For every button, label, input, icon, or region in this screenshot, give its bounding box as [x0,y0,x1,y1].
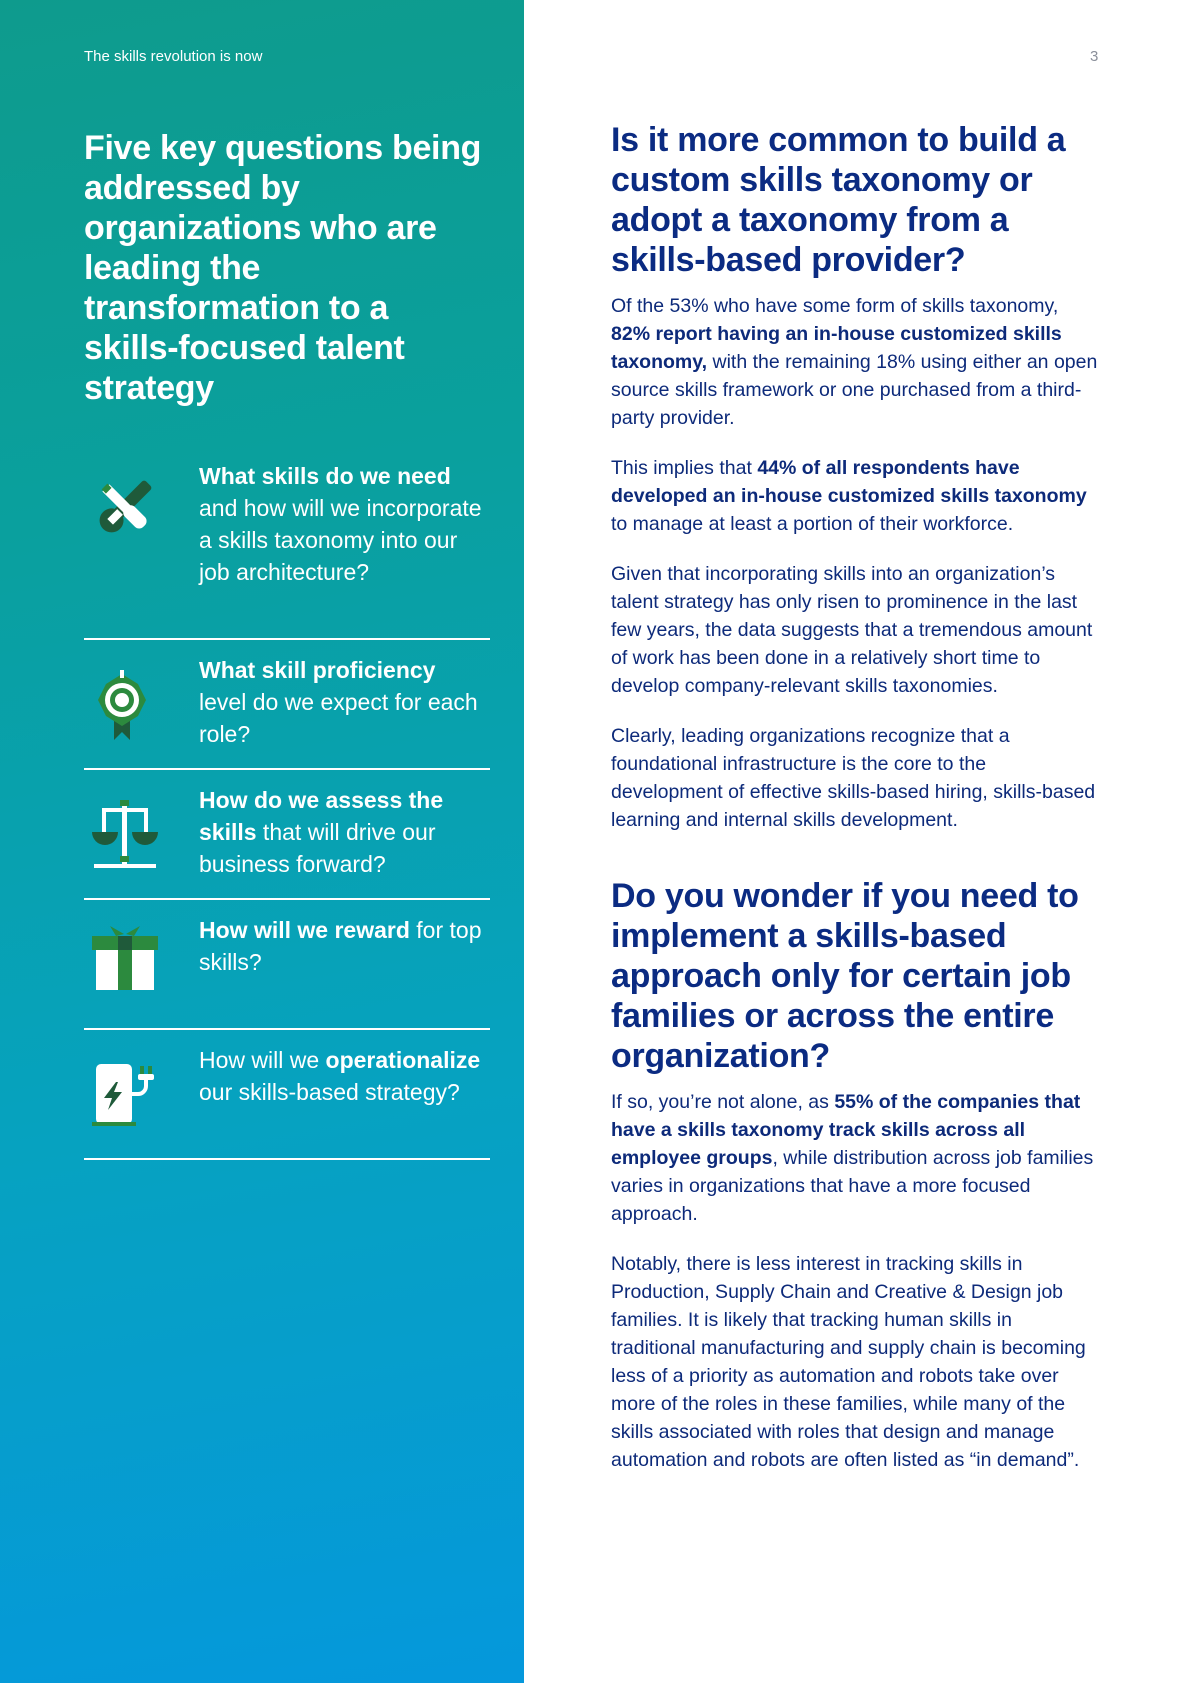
panel-title: Five key questions being addressed by organizations who are leading the transformation to a skills-focused talent strategy [84,129,482,407]
paragraph: Clearly, leading organizations recognize that a foundational infrastructure is the core to the development of effective skills-based hiring, skills-based learning and internal skills development. [611,725,1096,831]
gift-icon [90,924,160,994]
question-text: How will we reward for top skills? [199,917,482,975]
paragraph: This implies that 44% of all respondents have developed an in-house customized skills taxonomy to manage at least a portion of their workforce. [611,457,1087,535]
question-item [84,460,490,640]
section-heading: Do you wonder if you need to implement a skills-based approach only for certain job families or across the entire organization? [611,877,1079,1075]
question-text: What skill proficiency level do we expect for each role? [199,657,478,747]
paragraph: If so, you’re not alone, as 55% of the companies that have a skills taxonomy track skills across all employee groups, while distribution across job families varies in organizations that have a more focused approach. [611,1091,1094,1225]
paragraph: Given that incorporating skills into an organization’s talent strategy has only risen to prominence in the last few years, the data suggests that a tremendous amount of work has been done in a relatively short time to develop company-relevant skills taxonomies. [611,563,1093,697]
question-text: How will we operationalize our skills-based strategy? [199,1047,481,1105]
section-heading: Is it more common to build a custom skills taxonomy or adopt a taxonomy from a skills-based provider? [611,121,1066,279]
award-ribbon-icon [90,670,160,740]
page-number: 3 [1090,48,1099,65]
charger-icon [90,1060,160,1130]
question-item [84,640,490,770]
question-item [84,770,490,900]
left-panel [0,0,524,1683]
question-text: What skills do we need and how will we incorporate a skills taxonomy into our job architecture? [199,463,482,585]
scales-icon [90,800,160,870]
running-title: The skills revolution is now [84,48,263,65]
tools-icon [90,472,160,542]
question-item [84,900,490,1030]
paragraph: Notably, there is less interest in tracking skills in Production, Supply Chain and Creative & Design job families. It is likely that tracking human skills in traditional manufacturing and supply chain is becoming less of a priority as automation and robots take over more of the roles in these families, while many of the skills associated with roles that design and manage automation and robots are often listed as “in demand”. [611,1253,1086,1471]
questions-list [84,460,490,1160]
question-text: How do we assess the skills that will drive our business forward? [199,787,444,877]
question-item [84,1030,490,1160]
paragraph: Of the 53% who have some form of skills taxonomy, 82% report having an in-house customized skills taxonomy, with the remaining 18% using either an open source skills framework or one purchased from a third-party provider. [611,295,1098,429]
right-column [611,120,1101,1474]
